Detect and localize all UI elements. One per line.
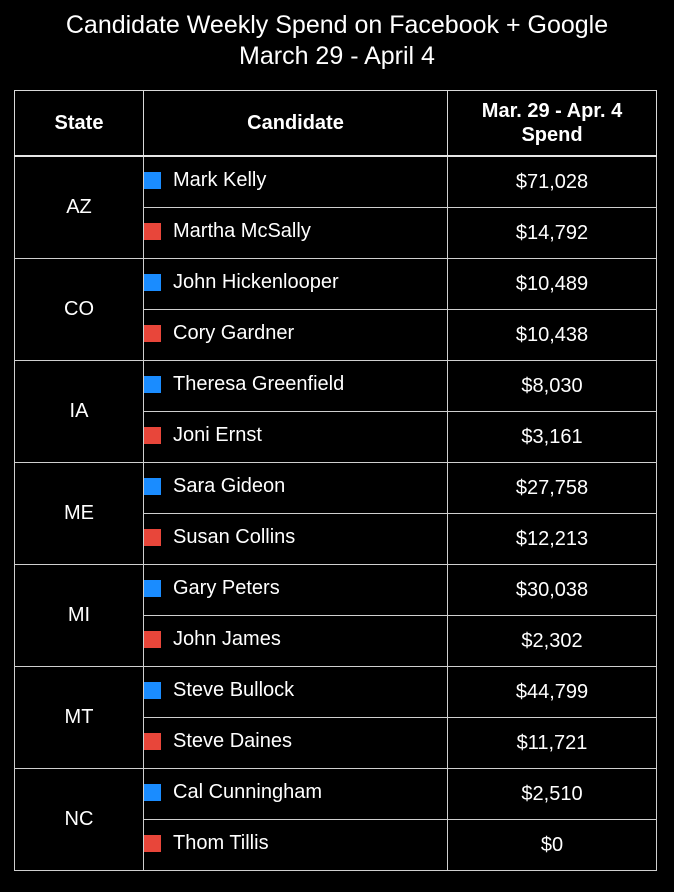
candidate-wrapper (144, 373, 344, 396)
candidate-cell (144, 718, 448, 769)
header-spend-line-2: Spend (521, 124, 583, 146)
spend-cell: $2,302 (448, 616, 657, 667)
republican-party-swatch-icon (144, 631, 161, 648)
spend-table (14, 90, 657, 871)
table-body (15, 156, 657, 871)
state-cell: IA (15, 361, 144, 463)
candidate-name: Steve Bullock (173, 679, 295, 701)
candidate-cell (144, 208, 448, 259)
candidate-cell (144, 259, 448, 310)
candidate-wrapper (144, 322, 294, 345)
spend-cell: $14,792 (448, 208, 657, 259)
republican-party-swatch-icon (144, 733, 161, 750)
spend-cell: $3,161 (448, 412, 657, 463)
candidate-name: Cal Cunningham (173, 781, 322, 803)
candidate-wrapper (144, 424, 262, 447)
header-spend-line-1: Mar. 29 - Apr. 4 (481, 100, 623, 122)
candidate-cell (144, 769, 448, 820)
candidate-cell (144, 361, 448, 412)
candidate-name: Cory Gardner (173, 322, 295, 344)
spend-cell: $11,721 (448, 718, 657, 769)
candidate-name: Martha McSally (173, 220, 311, 242)
candidate-name: Theresa Greenfield (173, 373, 345, 395)
state-cell: MT (15, 667, 144, 769)
title-line-2: March 29 - April 4 (239, 42, 435, 70)
candidate-cell (144, 820, 448, 871)
spend-cell: $8,030 (448, 361, 657, 412)
candidate-cell (144, 514, 448, 565)
democrat-party-swatch-icon (144, 172, 161, 189)
state-cell: MI (15, 565, 144, 667)
state-cell: ME (15, 463, 144, 565)
candidate-wrapper (144, 832, 269, 855)
spend-cell: $10,438 (448, 310, 657, 361)
candidate-cell (144, 156, 448, 208)
candidate-name: Steve Daines (173, 730, 292, 752)
republican-party-swatch-icon (144, 223, 161, 240)
candidate-wrapper (144, 781, 322, 804)
state-cell: AZ (15, 156, 144, 259)
table-row (15, 769, 657, 820)
candidate-wrapper (144, 169, 266, 192)
state-cell: CO (15, 259, 144, 361)
table-row (15, 667, 657, 718)
chart-title (0, 10, 674, 72)
spend-cell: $0 (448, 820, 657, 871)
candidate-cell (144, 310, 448, 361)
democrat-party-swatch-icon (144, 274, 161, 291)
republican-party-swatch-icon (144, 427, 161, 444)
candidate-wrapper (144, 526, 295, 549)
table-row (15, 463, 657, 514)
candidate-wrapper (144, 679, 294, 702)
candidate-wrapper (144, 271, 339, 294)
candidate-cell (144, 616, 448, 667)
table-row (15, 156, 657, 208)
header-state: State (15, 91, 144, 157)
republican-party-swatch-icon (144, 835, 161, 852)
candidate-wrapper (144, 220, 311, 243)
democrat-party-swatch-icon (144, 376, 161, 393)
header-spend (448, 91, 657, 157)
header-row (15, 91, 657, 157)
candidate-cell (144, 463, 448, 514)
candidate-wrapper (144, 628, 281, 651)
democrat-party-swatch-icon (144, 682, 161, 699)
candidate-wrapper (144, 475, 285, 498)
candidate-name: Thom Tillis (173, 832, 269, 854)
spend-cell: $27,758 (448, 463, 657, 514)
table-row (15, 565, 657, 616)
spend-cell: $10,489 (448, 259, 657, 310)
candidate-name: Gary Peters (173, 577, 280, 599)
candidate-name: Joni Ernst (173, 424, 262, 446)
table-row (15, 361, 657, 412)
candidate-name: John James (173, 628, 281, 650)
candidate-wrapper (144, 730, 292, 753)
title-line-1: Candidate Weekly Spend on Facebook + Google (65, 11, 609, 39)
republican-party-swatch-icon (144, 529, 161, 546)
candidate-cell (144, 667, 448, 718)
candidate-wrapper (144, 577, 280, 600)
candidate-name: Mark Kelly (173, 169, 267, 191)
democrat-party-swatch-icon (144, 784, 161, 801)
spend-cell: $12,213 (448, 514, 657, 565)
candidate-name: John Hickenlooper (173, 271, 339, 293)
democrat-party-swatch-icon (144, 478, 161, 495)
candidate-cell (144, 565, 448, 616)
democrat-party-swatch-icon (144, 580, 161, 597)
republican-party-swatch-icon (144, 325, 161, 342)
state-cell: NC (15, 769, 144, 871)
spend-cell: $30,038 (448, 565, 657, 616)
candidate-name: Sara Gideon (173, 475, 286, 497)
candidate-name: Susan Collins (173, 526, 296, 548)
table-row (15, 259, 657, 310)
header-candidate: Candidate (144, 91, 448, 157)
spend-cell: $71,028 (448, 156, 657, 208)
spend-cell: $44,799 (448, 667, 657, 718)
spend-cell: $2,510 (448, 769, 657, 820)
candidate-cell (144, 412, 448, 463)
